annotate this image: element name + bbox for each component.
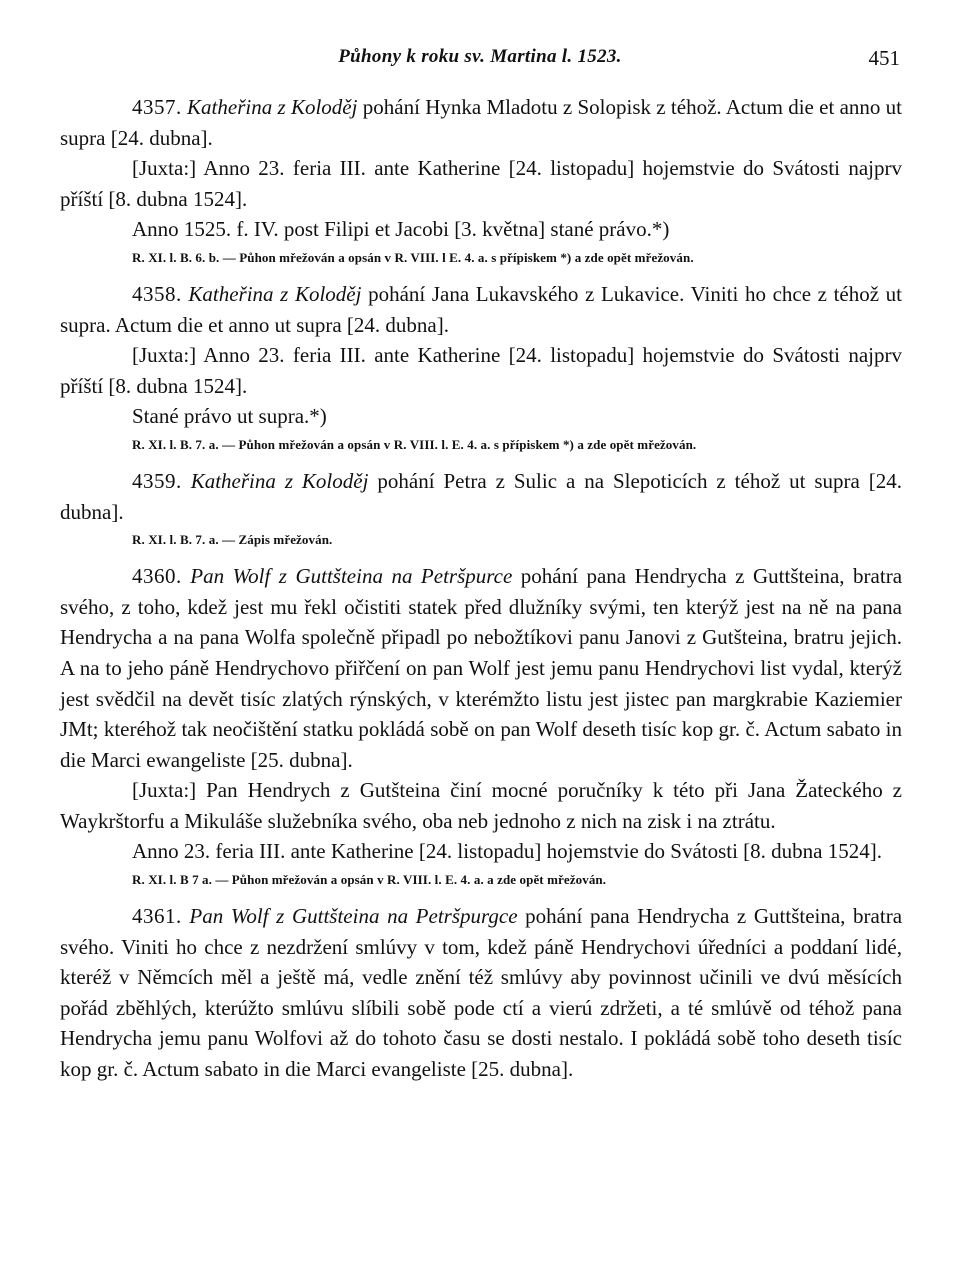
running-title: Půhony k roku sv. Martina l. 1523. bbox=[338, 46, 622, 67]
entry-text: pohání Petra z Sulic a na Slepoticích z téhož ut supra [24. dubna]. bbox=[60, 468, 903, 524]
entry-number: 4357. bbox=[132, 95, 182, 119]
juxta-paragraph: [Juxta:] Anno 23. feria III. ante Katherine [24. listopadu] hojemstvie do Svátosti najprv příští [8. dubna 1524]. bbox=[60, 156, 902, 211]
plaintiff-name: Pan Wolf z Guttšteina na Petršpurgce bbox=[189, 904, 518, 929]
entry-text: pohání pana Hendrycha z Guttšteina, bratra svého. Viniti ho chce z nezdržení smlúvy v tom, kdež páně Hendrychovi úředníci a poddaní lidé, kteréž v Němcích měl a ještě má, vedle znění též smlúvy aby povinnost učinili ve dvú měsících pořád zběhlých, kterúžto smlúvu slíbili sobě pode ctí a vierú zdržeti, a té smlúvě od téhož pana Hendrycha jemu panu Wolfovi až do tohoto času se dosti nestalo. I pokládá sobě toho deseth tisíc kop gr. č. Actum sabato in die Marci evangeliste [25. dubna]. bbox=[60, 904, 903, 1082]
page-number: 451 bbox=[868, 46, 900, 70]
document-body bbox=[60, 92, 902, 1095]
entry-number: 4361. bbox=[132, 904, 182, 929]
entry-text: pohání Hynka Mladotu z Solopisk z téhož. Actum die et anno ut supra [24. dubna]. bbox=[60, 95, 903, 150]
archival-note: R. XI. l. B. 6. b. — Půhon mřežován a opsán v R. VIII. l E. 4. a. s přípiskem *) a zde opět mřežován. bbox=[132, 249, 694, 265]
entry-4361 bbox=[60, 901, 902, 1085]
verdict-paragraph: Stané právo ut supra.*) bbox=[132, 404, 327, 429]
juxta-paragraph: [Juxta:] Pan Hendrych z Gutšteina činí mocné poručníky k této při Jana Žateckého z Waykrštorfu a Mikuláše služebníka svého, oba neb jednoho z nich na zisk i na ztrátu. bbox=[60, 778, 902, 833]
entry-main-paragraph bbox=[60, 901, 902, 1085]
entry-4357 bbox=[60, 92, 902, 267]
entry-4360 bbox=[60, 561, 902, 889]
archival-note: R. XI. l. B. 7. a. — Zápis mřežován. bbox=[132, 532, 333, 548]
verdict-paragraph: Anno 1525. f. IV. post Filipi et Jacobi [3. května] stané právo.*) bbox=[132, 217, 670, 242]
entry-main-paragraph bbox=[60, 92, 902, 153]
entry-4359 bbox=[60, 466, 902, 549]
entry-number: 4360. bbox=[132, 564, 182, 589]
plaintiff-name: Katheřina z Koloděj bbox=[188, 281, 362, 306]
entry-text: pohání pana Hendrycha z Guttšteina, bratra svého, z toho, kdež jest mu řekl očistiti statek před dlužníky svými, ten kterýž jest na ně na pana Hendrycha a na pana Wolfa společně připadl po nebožtíkovi panu Janovi z Gutšteina, bratru jejich. A na to jeho páně Hendrychovo přiřčení on pan Wolf jest jemu panu Hendrychovi list vydal, kterýž jest svědčil na devět tisíc zlatých rýnských, v kterémžto listu jest jistec pan margkrabie Kaziemier JMt; kteréhož tak neočištění statku pokládá sobě on pan Wolf deseth tisíc kop gr. č. Actum sabato in die Marci ewangeliste [25. dubna]. bbox=[60, 564, 903, 772]
entry-number: 4358. bbox=[132, 281, 182, 306]
juxta-paragraph: [Juxta:] Anno 23. feria III. ante Katherine [24. listopadu] hojemstvie do Svátosti najprv příští [8. dubna 1524]. bbox=[60, 343, 902, 398]
plaintiff-name: Katheřina z Koloděj bbox=[190, 468, 369, 493]
archival-note: R. XI. l. B. 7. a. — Půhon mřežován a opsán v R. VIII. l. E. 4. a. s přípiskem *) a zde opět mřežován. bbox=[132, 436, 697, 452]
entry-main-paragraph bbox=[60, 466, 902, 527]
entry-number: 4359. bbox=[132, 468, 182, 493]
entry-main-paragraph bbox=[60, 279, 902, 340]
entry-4358 bbox=[60, 279, 902, 454]
entry-text: pohání Jana Lukavského z Lukavice. Viniti ho chce z téhož ut supra. Actum die et anno ut supra [24. dubna]. bbox=[60, 281, 903, 337]
plaintiff-name: Pan Wolf z Guttšteina na Petršpurce bbox=[190, 564, 513, 589]
hearing-paragraph: Anno 23. feria III. ante Katherine [24. listopadu] hojemstvie do Svátosti [8. dubna 1524]. bbox=[132, 839, 882, 864]
entry-main-paragraph bbox=[60, 561, 902, 775]
plaintiff-name: Katheřina z Koloděj bbox=[187, 95, 358, 119]
archival-note: R. XI. l. B 7 a. — Půhon mřežován a opsán v R. VIII. l. E. 4. a. a zde opět mřežován. bbox=[132, 872, 607, 888]
